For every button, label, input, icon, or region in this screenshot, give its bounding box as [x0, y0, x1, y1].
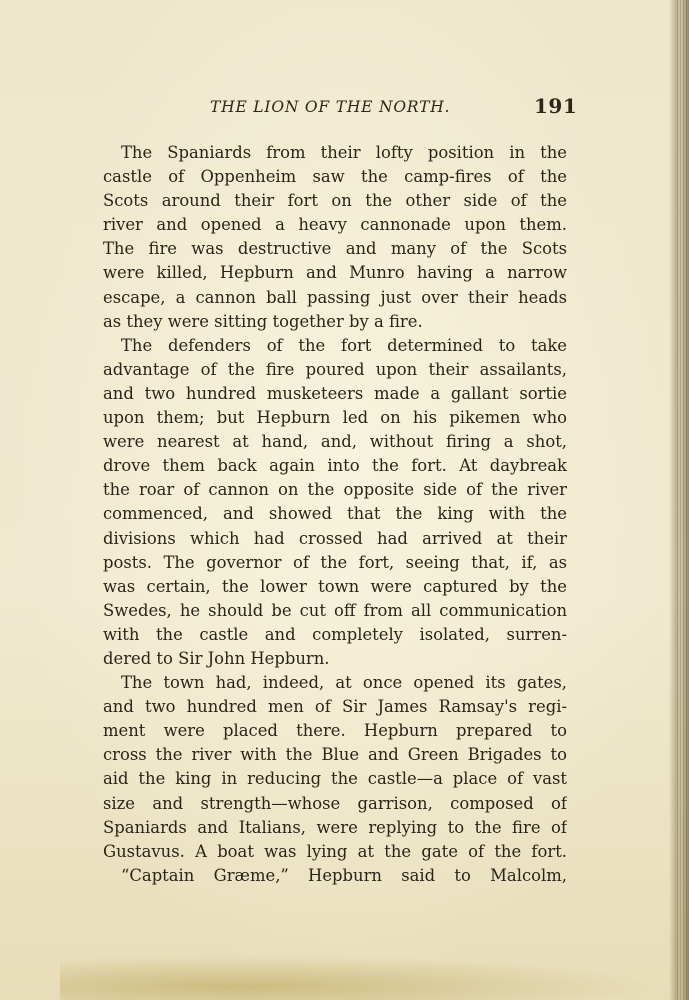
text-line: escape, a cannon ball passing just over their heads: [103, 287, 567, 307]
text-line: and two hundred musketeers made a gallant sortie: [103, 383, 567, 403]
text-line: was certain, the lower town were captured by the: [103, 576, 567, 596]
text-line: aid the king in reducing the castle—a place of vast: [103, 769, 567, 789]
page-number: 191: [534, 94, 578, 118]
text-line: cross the river with the Blue and Green Brigades to: [103, 745, 567, 765]
text-line: Scots around their fort on the other side of the: [103, 191, 567, 211]
text-line: size and strength—whose garrison, composed of: [103, 793, 567, 813]
text-line: The Spaniards from their lofty position in the: [121, 143, 567, 162]
text-line: advantage of the fire poured upon their assailants,: [103, 359, 567, 379]
text-line: Spaniards and Italians, were replying to the fire of: [103, 817, 567, 837]
text-line: castle of Oppenheim saw the camp-fires of the: [103, 167, 567, 187]
page-header: [0, 94, 689, 124]
text-line: as they were sitting together by a fire.: [103, 311, 423, 331]
text-line: dered to Sir John Hepburn.: [103, 648, 330, 668]
text-line: were killed, Hepburn and Munro having a narrow: [103, 263, 567, 283]
text-line: Swedes, he should be cut off from all communication: [103, 600, 567, 620]
text-line: posts. The governor of the fort, seeing that, if, as: [103, 552, 567, 572]
text-line: with the castle and completely isolated, surren-: [103, 624, 567, 644]
running-title: THE LION OF THE NORTH.: [210, 98, 451, 116]
text-line: commenced, and showed that the king with the: [103, 504, 567, 524]
text-line: drove them back again into the fort. At daybreak: [103, 456, 567, 476]
text-line: were nearest at hand, and, without firing a shot,: [103, 432, 567, 452]
page-stack-lines: [677, 0, 687, 1000]
text-line: The defenders of the fort determined to take: [121, 335, 567, 355]
text-line: and two hundred men of Sir James Ramsay's regi-: [103, 697, 567, 717]
text-line: divisions which had crossed had arrived at their: [103, 528, 567, 548]
text-line: “Captain Græme,” Hepburn said to Malcolm,: [121, 865, 567, 885]
text-line: upon them; but Hepburn led on his pikemen who: [103, 408, 567, 428]
text-line: the roar of cannon on the opposite side of the river: [103, 480, 567, 500]
text-line: Gustavus. A boat was lying at the gate of the fort.: [103, 841, 567, 861]
body-text: [103, 141, 567, 888]
text-line: ment were placed there. Hepburn prepared to: [103, 721, 567, 741]
text-line: river and opened a heavy cannonade upon them.: [103, 215, 567, 235]
text-line: The town had, indeed, at once opened its gates,: [121, 673, 567, 693]
text-line: The fire was destructive and many of the Scots: [103, 239, 567, 259]
paper-stain: [60, 955, 660, 1000]
